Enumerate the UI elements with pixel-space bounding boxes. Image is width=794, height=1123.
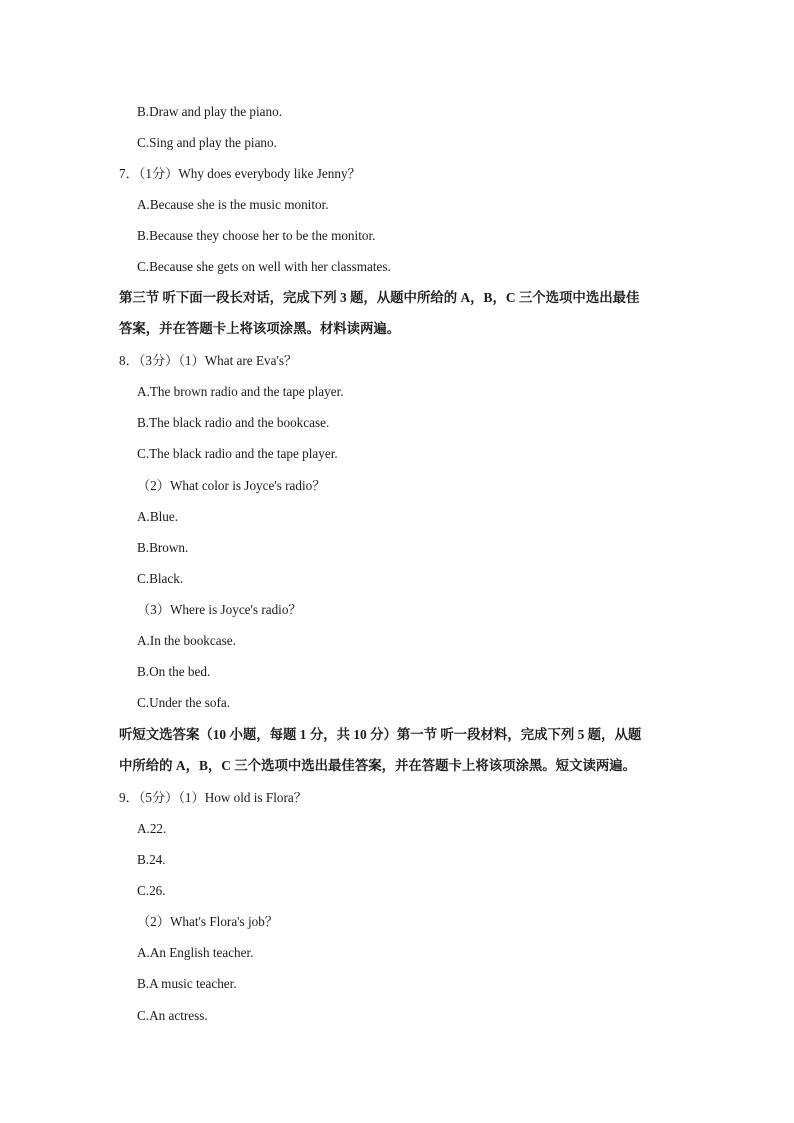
q8-stem: 8．（3分）（1）What are Eva's？ [119,353,298,368]
q9-1-option-a: A.22. [137,821,167,836]
q6-option-b: B.Draw and play the piano. [137,104,283,119]
q8-3-stem: （3）Where is Joyce's radio？ [137,602,302,617]
q7-option-c: C.Because she gets on well with her classmates. [137,259,391,274]
q8-2-option-a: A.Blue. [137,509,179,524]
q8-1-option-a: A.The brown radio and the tape player. [137,384,344,399]
q7-option-a: A.Because she is the music monitor. [137,197,329,212]
q9-stem: 9．（5分）（1）How old is Flora？ [119,790,307,805]
q8-1-option-c: C.The black radio and the tape player. [137,446,338,461]
q9-1-option-c: C.26. [137,883,166,898]
q8-2-stem: （2）What color is Joyce's radio？ [137,478,326,493]
q9-2-option-a: A.An English teacher. [137,945,254,960]
q9-2-option-c: C.An actress. [137,1008,208,1023]
q8-3-option-b: B.On the bed. [137,664,211,679]
q9-2-stem: （2）What's Flora's job？ [137,914,279,929]
q8-2-option-b: B.Brown. [137,540,189,555]
q8-2-option-c: C.Black. [137,571,184,586]
q9-1-option-b: B.24. [137,852,166,867]
section3-instruction-line1: 第三节 听下面一段长对话，完成下列 3 题，从题中所给的 A，B，C 三个选项中选出最佳 [119,290,640,305]
q8-1-option-b: B.The black radio and the bookcase. [137,415,330,430]
q8-3-option-c: C.Under the sofa. [137,695,231,710]
q7-option-b: B.Because they choose her to be the monitor. [137,228,376,243]
q9-2-option-b: B.A music teacher. [137,976,237,991]
short-text-instruction-line2: 中所给的 A，B，C 三个选项中选出最佳答案，并在答题卡上将该项涂黑。短文读两遍。 [119,758,637,773]
q8-3-option-a: A.In the bookcase. [137,633,236,648]
short-text-instruction-line1: 听短文选答案（10 小题，每题 1 分，共 10 分）第一节 听一段材料，完成下列 5 题，从题 [119,727,642,742]
section3-instruction-line2: 答案，并在答题卡上将该项涂黑。材料读两遍。 [119,321,401,336]
q6-option-c: C.Sing and play the piano. [137,135,277,150]
q7-stem: 7．（1分）Why does everybody like Jenny？ [119,166,361,181]
